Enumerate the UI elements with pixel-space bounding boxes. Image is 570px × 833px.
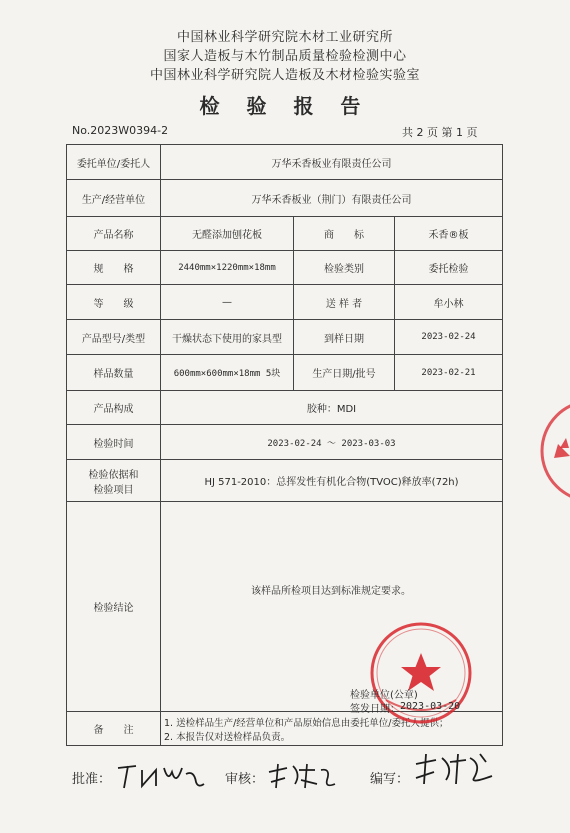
sender-value: 牟小林 xyxy=(395,285,503,320)
remark-1: 1. 送检样品生产/经营单位和产品原始信息由委托单位/委托人提供； xyxy=(164,717,449,729)
table-row xyxy=(67,180,503,217)
grade-value: — xyxy=(161,285,294,320)
arrival-label: 到样日期 xyxy=(294,320,395,355)
sender-label: 送 样 者 xyxy=(294,285,395,320)
institute-name: 中国林业科学研究院木材工业研究所 xyxy=(176,30,393,45)
qty-label: 样品数量 xyxy=(67,355,161,391)
grade-label: 等 级 xyxy=(67,285,161,320)
conclusion-value: 该样品所检项目达到标准规定要求。 xyxy=(251,586,411,597)
table-row xyxy=(67,285,503,320)
producer-value: 万华禾香板业（荆门）有限责任公司 xyxy=(161,180,503,217)
model-label: 产品型号/类型 xyxy=(67,320,161,355)
remark-2: 2. 本报告仅对送检样品负责。 xyxy=(164,731,291,743)
trademark-value: 禾香®板 xyxy=(395,217,503,251)
spec-label: 规 格 xyxy=(67,251,161,285)
center-name: 国家人造板与木竹制品质量检验检测中心 xyxy=(163,49,407,64)
arrival-value: 2023-02-24 xyxy=(395,320,503,355)
table-row xyxy=(67,391,503,425)
table-row xyxy=(67,251,503,285)
table-row xyxy=(67,320,503,355)
client-value: 万华禾香板业有限责任公司 xyxy=(161,145,503,180)
report-title: 检 验 报 告 xyxy=(199,94,371,118)
table-row xyxy=(67,460,503,502)
lab-name: 中国林业科学研究院人造板及木材检验实验室 xyxy=(149,68,420,83)
basis-label-line1: 检验依据和 xyxy=(88,469,139,481)
test-type-value: 委托检验 xyxy=(395,251,503,285)
table-row xyxy=(67,217,503,251)
producer-label: 生产/经营单位 xyxy=(67,180,161,217)
client-label: 委托单位/委托人 xyxy=(67,145,161,180)
composition-value: 胶种：MDI xyxy=(161,391,503,425)
review-label: 审核： xyxy=(225,772,265,787)
stamp-unit-label: 检验单位(公章) xyxy=(350,690,418,701)
composition-label: 产品构成 xyxy=(67,391,161,425)
page-count: 共 2 页 第 1 页 xyxy=(402,126,478,139)
report-number: No.2023W0394-2 xyxy=(72,124,169,137)
test-time-value: 2023-02-24 ～ 2023-03-03 xyxy=(161,425,503,460)
compile-label: 编写： xyxy=(370,772,410,787)
table-row xyxy=(67,355,503,391)
remark-label: 备 注 xyxy=(67,712,161,746)
test-type-label: 检验类别 xyxy=(294,251,395,285)
issue-date-value: 2023-03-20 xyxy=(400,701,461,712)
trademark-label: 商 标 xyxy=(294,217,395,251)
product-name-label: 产品名称 xyxy=(67,217,161,251)
seam-stamp xyxy=(538,396,570,506)
basis-value: HJ 571-2010：总挥发性有机化合物(TVOC)释放率(72h) xyxy=(161,460,503,502)
conclusion-label: 检验结论 xyxy=(67,502,161,712)
prod-date-label: 生产日期/批号 xyxy=(294,355,395,391)
table-row xyxy=(67,425,503,460)
test-time-label: 检验时间 xyxy=(67,425,161,460)
basis-label-line2: 检验项目 xyxy=(93,484,134,496)
basis-label xyxy=(67,460,161,502)
qty-value: 600mm×600mm×18mm 5块 xyxy=(161,355,294,391)
spec-value: 2440mm×1220mm×18mm xyxy=(161,251,294,285)
prod-date-value: 2023-02-21 xyxy=(395,355,503,391)
issue-date-label: 签发日期： xyxy=(350,704,400,715)
approve-label: 批准： xyxy=(72,772,112,787)
compiler-signature xyxy=(410,748,500,790)
model-value: 干燥状态下使用的家具型 xyxy=(161,320,294,355)
table-row xyxy=(67,145,503,180)
product-name-value: 无醛添加刨花板 xyxy=(161,217,294,251)
approver-signature xyxy=(112,758,207,792)
reviewer-signature xyxy=(265,758,340,792)
